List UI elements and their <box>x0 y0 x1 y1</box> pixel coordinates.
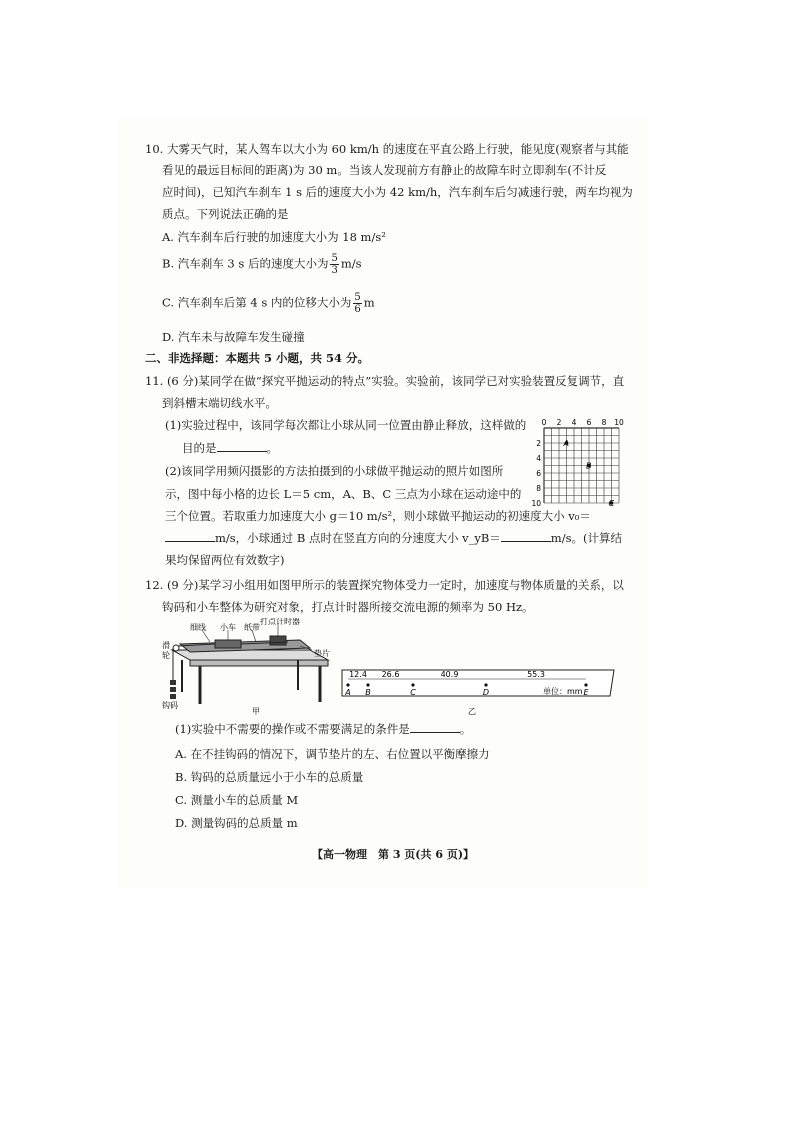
tape-dot <box>366 683 369 686</box>
grid-top-label: 6 <box>586 418 592 427</box>
tape-point-label: D <box>482 688 490 697</box>
label-gouma: 钩码 <box>162 701 178 710</box>
q11-part1-line1: (1)实验过程中，该同学每次都让小球从同一位置由静止释放，这样做的 <box>165 418 527 432</box>
grid-top-label: 8 <box>601 418 607 427</box>
q10-option-a: A. 汽车刹车后行驶的加速度大小为 18 m/s² <box>162 230 386 244</box>
label-zhidai: 纸带 <box>244 623 260 632</box>
cart <box>215 640 241 648</box>
label-dianpian: 垫片 <box>314 649 330 658</box>
label-hua: 滑 <box>162 641 170 650</box>
tape-unit-label: 单位：mm <box>543 687 583 696</box>
grid-top-labels <box>542 418 624 427</box>
grid-top-label: 10 <box>614 418 624 427</box>
label-xixian: 细线 <box>190 623 206 632</box>
q11-part1-line2 <box>182 441 278 456</box>
answer-blank <box>217 441 267 452</box>
q11-part2-line4 <box>165 531 622 546</box>
tape-segment-label: 12.4 <box>349 670 367 679</box>
q10-option-d: D. 汽车未与故障车发生碰撞 <box>162 330 305 344</box>
page-footer: 【高一物理 第 3 页(共 6 页)】 <box>312 848 475 861</box>
tape-segment-label: 26.6 <box>381 670 400 679</box>
answer-blank <box>410 722 460 733</box>
q12-option-d: D. 测量钩码的总质量 m <box>175 816 298 830</box>
fraction-numerator: 5 <box>354 292 361 303</box>
grid-left-label: 8 <box>536 484 541 493</box>
grid-points <box>563 439 615 508</box>
label-lun: 轮 <box>162 651 170 660</box>
grid-point-label: B <box>586 461 592 471</box>
grid-left-label: 6 <box>536 469 541 478</box>
grid-top-label: 4 <box>571 418 577 427</box>
q10-line2: 看见的最远目标间的距离)为 30 m。当该人发现前方有静止的故障车时立即刹车(不计反 <box>162 163 607 177</box>
q10-option-c-unit: m <box>363 295 375 310</box>
q12-option-a: A. 在不挂钩码的情况下，调节垫片的左、右位置以平衡摩擦力 <box>175 747 490 761</box>
grid-top-label: 0 <box>541 418 547 427</box>
q10-line4: 质点。下列说法正确的是 <box>162 207 289 221</box>
fraction-denominator: 6 <box>354 304 361 315</box>
fraction-numerator: 5 <box>331 253 338 264</box>
answer-blank <box>501 531 551 542</box>
q11-line1: 11. (6 分)某同学在做“探究平抛运动的特点”实验。实验前，该同学已对实验装置反复调节，直 <box>145 374 625 388</box>
grid-point-label: A <box>563 439 569 448</box>
q12-part1-prefix: (1)实验中不需要的操作或不需要满足的条件是 <box>175 722 410 736</box>
grid-left-label: 4 <box>536 454 541 463</box>
weight <box>170 687 176 692</box>
grid-left-labels <box>531 439 541 508</box>
q11-line2: 到斜槽末端切线水平。 <box>162 396 277 410</box>
q12-part1-suffix: 。 <box>459 722 472 736</box>
grid-lines <box>544 428 619 503</box>
weight <box>170 694 176 699</box>
q11-part2-line2: 示，图中每小格的边长 L＝5 cm，A、B、C 三点为小球在运动途中的 <box>165 487 522 501</box>
tape-point-label: B <box>365 688 371 697</box>
section-2-heading: 二、非选择题：本题共 5 小题，共 54 分。 <box>145 351 370 365</box>
tape-point-label: A <box>345 688 351 697</box>
grid-top-label: 2 <box>556 418 562 427</box>
tape-point-label: C <box>410 688 416 697</box>
tape-dot <box>484 683 487 686</box>
q12-line2: 钩码和小车整体为研究对象，打点计时器所接交流电源的频率为 50 Hz。 <box>162 600 534 614</box>
q11-part2-end: m/s。(计算结 <box>550 531 622 545</box>
q12-line1: 12. (9 分)某学习小组用如图甲所示的装置探究物体受力一定时，加速度与物体质量的关系，以 <box>145 578 624 592</box>
q11-part1-suffix: 。 <box>266 441 278 455</box>
q10-option-b-unit: m/s <box>340 256 362 271</box>
label-yi: 乙 <box>468 707 476 716</box>
apparatus-figure <box>160 618 335 716</box>
q11-part2-line3: 三个位置。若取重力加速度大小 g＝10 m/s²，则小球做平抛运动的初速度大小 v₀＝ <box>165 509 591 523</box>
weight <box>170 680 176 685</box>
q10-option-b-text: B. 汽车刹车 3 s 后的速度大小为 <box>162 256 329 271</box>
tape-dot <box>584 683 587 686</box>
q11-part1-prefix: 目的是 <box>182 441 217 455</box>
tape-point-label: E <box>583 688 589 697</box>
label-jia: 甲 <box>252 707 260 716</box>
q10-option-c <box>162 292 375 315</box>
tape-dot <box>346 683 349 686</box>
tape-dot <box>411 683 414 686</box>
label-dajishiqi: 打点计时器 <box>260 618 300 626</box>
q11-part2-mid: m/s，小球通过 B 点时在竖直方向的分速度大小 v_yB＝ <box>215 531 501 545</box>
q10-option-b <box>162 253 362 276</box>
tape-segment-label: 55.3 <box>527 670 545 679</box>
fraction-denominator: 3 <box>331 265 338 276</box>
tape-segment-label: 40.9 <box>440 670 459 679</box>
q12-option-c: C. 测量小车的总质量 M <box>175 793 299 807</box>
answer-blank <box>165 531 215 542</box>
q11-part2-line1: (2)该同学用频闪摄影的方法拍摄到的小球做平抛运动的照片如图所 <box>165 464 504 478</box>
grid-left-label: 2 <box>536 439 541 448</box>
paper-tape-figure <box>338 664 618 720</box>
pulley-icon <box>173 645 179 651</box>
q12-part1 <box>175 722 471 737</box>
q10-option-c-text: C. 汽车刹车后第 4 s 内的位移大小为 <box>162 295 352 310</box>
timer <box>270 636 286 645</box>
q10-line1: 10. 大雾天气时，某人驾车以大小为 60 km/h 的速度在平直公路上行驶，能见度(观察者与其能 <box>145 142 629 156</box>
q10-line3: 应时间)，已知汽车刹车 1 s 后的速度大小为 42 km/h，汽车刹车后匀减速行驶，两车均视为 <box>162 185 633 199</box>
grid-point-label: C <box>608 499 615 508</box>
q11-part2-line5: 果均保留两位有效数字) <box>165 553 285 567</box>
projectile-grid-figure <box>528 416 628 508</box>
label-xiaoche: 小车 <box>220 623 236 632</box>
grid-left-label: 10 <box>531 499 541 508</box>
q10-option-c-fraction <box>353 292 361 315</box>
table-edge <box>190 660 328 666</box>
q10-option-b-fraction <box>330 253 338 276</box>
q12-option-b: B. 钩码的总质量远小于小车的总质量 <box>175 770 364 784</box>
